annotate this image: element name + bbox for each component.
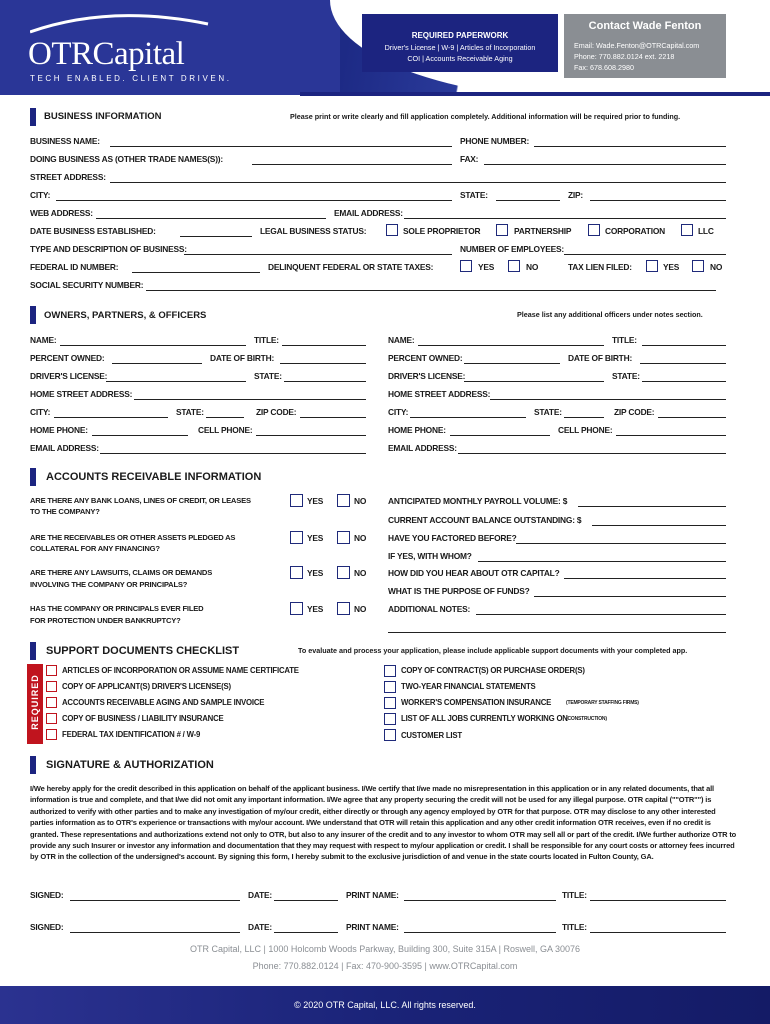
partnership-checkbox[interactable] [496,224,508,236]
doc-left-2-label: COPY OF APPLICANT(S) DRIVER'S LICENSE(S) [62,682,231,691]
signed1-field[interactable] [70,900,240,901]
whom-field[interactable] [478,561,726,562]
docs-section-bar [30,642,36,660]
ar-section-title: ACCOUNTS RECEIVABLE INFORMATION [46,471,262,483]
owner2-dl-field[interactable] [464,381,604,382]
zip-field[interactable] [590,200,726,201]
owner2-dob-field[interactable] [640,363,726,364]
tax-lien-no-checkbox[interactable] [692,260,704,272]
print2-label: PRINT NAME: [346,922,399,932]
state-field[interactable] [496,200,560,201]
federal-id-field[interactable] [132,272,260,273]
header-stripe [300,92,770,96]
date1-label: DATE: [248,890,272,900]
footer-contact: Phone: 770.882.0124 | Fax: 470-900-3595 | www.OTRCapital.com [252,961,518,971]
owner2-state2-label: STATE: [534,407,562,417]
delinquent-no-checkbox[interactable] [508,260,520,272]
ar-q4-line2: FOR PROTECTION UNDER BANKRUPTCY? [30,616,181,625]
owner1-state-field[interactable] [284,381,366,382]
owner1-zip-field[interactable] [300,417,366,418]
print1-label: PRINT NAME: [346,890,399,900]
contact-fax: Fax: 678.608.2980 [574,63,634,72]
factored-label: HAVE YOU FACTORED BEFORE? [388,533,517,543]
doc-left-3-label: ACCOUNTS RECEIVABLE AGING AND SAMPLE INVOICE [62,698,265,707]
ssn-field[interactable] [146,290,716,291]
payroll-label: ANTICIPATED MONTHLY PAYROLL VOLUME: $ [388,496,568,506]
ar-q4-yes-label: YES [307,604,324,614]
ar-q4-no-label: NO [354,604,367,614]
paperwork-title: REQUIRED PAPERWORK [411,31,509,40]
owner2-percent-label: PERCENT OWNED: [388,353,463,363]
ar-q2-line1: ARE THE RECEIVABLES OR OTHER ASSETS PLEDGED AS [30,533,236,542]
owner2-state-label: STATE: [612,371,640,381]
owner1-city-label: CITY: [30,407,51,417]
dba-label: DOING BUSINESS AS (OTHER TRADE NAMES(S)): [30,154,223,164]
doc-right-4-label: LIST OF ALL JOBS CURRENTLY WORKING ON [401,714,568,723]
docs-section-title: SUPPORT DOCUMENTS CHECKLIST [46,645,240,657]
owner2-city-field[interactable] [410,417,526,418]
phone-number-field[interactable] [534,146,726,147]
docs-note: To evaluate and process your application, please include applicable support documents with your completed app. [298,646,688,655]
doc-right-3-note: (TEMPORARY STAFFING FIRMS) [566,700,639,706]
print2-field[interactable] [404,932,556,933]
owners-note: Please list any additional officers under notes section. [517,310,703,319]
zip-label: ZIP: [568,190,584,200]
doc-left-3-checkbox[interactable] [46,697,57,708]
title2-field[interactable] [590,932,726,933]
owner1-percent-field[interactable] [112,363,202,364]
city-label: CITY: [30,190,51,200]
doc-left-1-label: ARTICLES OF INCORPORATION OR ASSUME NAME CERTIFICATE [62,666,299,675]
delinquent-yes-label: YES [478,262,495,272]
purpose-field[interactable] [534,596,726,597]
owner1-name-label: NAME: [30,335,57,345]
owner2-home-label: HOME STREET ADDRESS: [388,389,491,399]
paperwork-line1: Driver's License | W-9 | Articles of Incorporation [384,43,536,52]
signature-section-title: SIGNATURE & AUTHORIZATION [46,759,214,771]
city-field[interactable] [56,200,452,201]
delinquent-yes-checkbox[interactable] [460,260,472,272]
employees-label: NUMBER OF EMPLOYEES: [460,244,564,254]
balance-field[interactable] [592,525,726,526]
title1-field[interactable] [590,900,726,901]
whom-label: IF YES, WITH WHOM? [388,551,472,561]
doc-left-1-checkbox[interactable] [46,665,57,676]
ar-q3-no-checkbox[interactable] [337,566,350,579]
notes-field-1[interactable] [476,614,726,615]
owner2-zip-field[interactable] [658,417,726,418]
doc-right-4-note: (CONSTRUCTION) [566,716,607,722]
date-established-field[interactable] [180,236,252,237]
state-label: STATE: [460,190,488,200]
contact-title: Contact Wade Fenton [588,20,702,32]
ar-q2-yes-checkbox[interactable] [290,531,303,544]
web-address-label: WEB ADDRESS: [30,208,93,218]
owner1-email-field[interactable] [100,453,366,454]
doc-left-2-checkbox[interactable] [46,681,57,692]
owner2-home-field[interactable] [490,399,726,400]
ar-q2-no-checkbox[interactable] [337,531,350,544]
federal-id-label: FEDERAL ID NUMBER: [30,262,119,272]
business-name-label: BUSINESS NAME: [30,136,100,146]
payroll-field[interactable] [578,506,726,507]
owners-section-title: OWNERS, PARTNERS, & OFFICERS [44,310,207,321]
authorization-text: I/We hereby apply for the credit described in this application on behalf of the applicant business. I/We certify that I/we made no misrepresentation in this application or in any related documents, that all information is true and complete, and that I/we did not omit any important information. I/We agree that any property securing the credit will not be used for any illegal purpose. OTR capital (""OTR"") is authorized to verify with other parties and to make any investigation of my/our credit, either directly or through any agency employed by OTR for that purpose. OTR may disclose to any other interested parties information as to OTR's experience or transactions with my/our account. I/We understand that OTR will retain this application and any other credit information OTR receives, even if no credit is granted. These representations and authorizations extend not only to OTR, but also to any insurer of the credit and to any investor to whom OTR may sell all or part of the credit. I/We further authorize OTR to provide any such Insurer or investor any information and documentation that they may request with respect to my/our application or credit. I shall be responsible for any court costs or attorney fees incurred by OTR in the collection of the undersigned's account. By signing this form, I hereby submit to the exclusive jurisdiction of and venue in the state courts located in Fulton County, GA. [30,784,737,862]
owner2-zip-label: ZIP CODE: [614,407,655,417]
owner1-percent-label: PERCENT OWNED: [30,353,105,363]
date2-field[interactable] [274,932,338,933]
date1-field[interactable] [274,900,338,901]
owner1-cell-field[interactable] [256,435,366,436]
owner2-percent-field[interactable] [464,363,560,364]
title1-label: TITLE: [562,890,587,900]
signed2-label: SIGNED: [30,922,64,932]
owner2-city-label: CITY: [388,407,409,417]
ar-q2-line2: COLLATERAL FOR ANY FINANCING? [30,544,160,553]
type-description-label: TYPE AND DESCRIPTION OF BUSINESS: [30,244,187,254]
ar-q4-yes-checkbox[interactable] [290,602,303,615]
doc-left-5-label: FEDERAL TAX IDENTIFICATION # / W-9 [62,730,201,739]
owner1-state2-label: STATE: [176,407,204,417]
doc-right-2-label: TWO-YEAR FINANCIAL STATEMENTS [401,682,536,691]
doc-left-4-label: COPY OF BUSINESS / LIABILITY INSURANCE [62,714,224,723]
owner1-home-phone-field[interactable] [92,435,188,436]
ar-q1-line2: TO THE COMPANY? [30,507,100,516]
contact-phone: Phone: 770.882.0124 ext. 2218 [574,52,675,61]
owner1-state-label: STATE: [254,371,282,381]
owner1-home-phone-label: HOME PHONE: [30,425,88,435]
ar-q3-line1: ARE THERE ANY LAWSUITS, CLAIMS OR DEMANDS [30,568,213,577]
tax-lien-yes-label: YES [663,262,680,272]
tagline: TECH ENABLED. CLIENT DRIVEN. [30,74,232,83]
ar-q1-line1: ARE THERE ANY BANK LOANS, LINES OF CREDIT, OR LEASES [30,496,251,505]
owner2-title-field[interactable] [642,345,726,346]
doc-right-1-checkbox[interactable] [384,665,396,677]
owner2-email-field[interactable] [458,453,726,454]
dba-field[interactable] [252,164,452,165]
paperwork-line2: COI | Accounts Receivable Aging [407,54,513,63]
llc-label: LLC [698,226,714,236]
doc-right-1-label: COPY OF CONTRACT(S) OR PURCHASE ORDER(S) [401,666,585,675]
hear-field[interactable] [564,578,726,579]
owner2-cell-field[interactable] [616,435,726,436]
owner2-name-field[interactable] [418,345,604,346]
owner2-dl-label: DRIVER'S LICENSE: [388,371,466,381]
doc-right-5-checkbox[interactable] [384,729,396,741]
owner2-dob-label: DATE OF BIRTH: [568,353,633,363]
business-name-field[interactable] [110,146,452,147]
footer-address: OTR Capital, LLC | 1000 Holcomb Woods Parkway, Building 300, Suite 315A | Roswell, GA 30076 [189,944,581,954]
owner2-home-phone-label: HOME PHONE: [388,425,446,435]
ar-q3-no-label: NO [354,568,367,578]
web-address-field[interactable] [96,218,326,219]
owner1-title-label: TITLE: [254,335,279,345]
doc-right-3-label: WORKER'S COMPENSATION INSURANCE [401,698,552,707]
owner2-title-label: TITLE: [612,335,637,345]
logo-roof-icon [30,10,210,39]
sole-proprietor-label: SOLE PROPRIETOR [403,226,481,236]
tax-lien-label: TAX LIEN FILED: [568,262,632,272]
owner2-state2-field[interactable] [564,417,604,418]
ar-q1-no-label: NO [354,496,367,506]
ar-section-bar [30,468,36,486]
purpose-label: WHAT IS THE PURPOSE OF FUNDS? [388,586,530,596]
balance-label: CURRENT ACCOUNT BALANCE OUTSTANDING: $ [388,515,582,525]
ar-q4-line1: HAS THE COMPANY OR PRINCIPALS EVER FILED [30,604,204,613]
street-address-label: STREET ADDRESS: [30,172,106,182]
doc-right-2-checkbox[interactable] [384,681,396,693]
fax-label: FAX: [460,154,479,164]
street-address-field[interactable] [110,182,726,183]
corporation-checkbox[interactable] [588,224,600,236]
doc-right-3-checkbox[interactable] [384,697,396,709]
doc-left-4-checkbox[interactable] [46,713,57,724]
ar-q3-line2: INVOLVING THE COMPANY OR PRINCIPALS? [30,580,188,589]
business-note: Please print or write clearly and fill application completely. Additional information will be required prior to funding. [290,112,681,121]
ar-q1-yes-label: YES [307,496,324,506]
sole-proprietor-checkbox[interactable] [386,224,398,236]
signed1-label: SIGNED: [30,890,64,900]
doc-right-4-checkbox[interactable] [384,713,396,725]
contact-email: Email: Wade.Fenton@OTRCapital.com [574,41,700,50]
date2-label: DATE: [248,922,272,932]
owner2-email-label: EMAIL ADDRESS: [388,443,457,453]
tax-lien-no-label: NO [710,262,723,272]
phone-number-label: PHONE NUMBER: [460,136,530,146]
owner1-title-field[interactable] [282,345,366,346]
hear-label: HOW DID YOU HEAR ABOUT OTR CAPITAL? [388,568,560,578]
title2-label: TITLE: [562,922,587,932]
factored-field[interactable] [516,543,726,544]
email-address-field[interactable] [404,218,726,219]
delinquent-no-label: NO [526,262,539,272]
owner1-name-field[interactable] [60,345,246,346]
fax-field[interactable] [484,164,726,165]
owner1-state2-field[interactable] [206,417,244,418]
doc-right-5-label: CUSTOMER LIST [401,731,462,740]
signed2-field[interactable] [70,932,240,933]
ar-q2-yes-label: YES [307,533,324,543]
owner1-dl-label: DRIVER'S LICENSE: [30,371,108,381]
ssn-label: SOCIAL SECURITY NUMBER: [30,280,144,290]
ar-q3-yes-checkbox[interactable] [290,566,303,579]
owner2-name-label: NAME: [388,335,415,345]
required-label: REQUIRED [30,674,40,730]
ar-q2-no-label: NO [354,533,367,543]
employees-field[interactable] [564,254,726,255]
notes-field-2[interactable] [388,632,726,633]
owner1-email-label: EMAIL ADDRESS: [30,443,99,453]
owner1-home-label: HOME STREET ADDRESS: [30,389,133,399]
type-description-field[interactable] [184,254,452,255]
owner2-state-field[interactable] [642,381,726,382]
owner1-dob-label: DATE OF BIRTH: [210,353,275,363]
date-established-label: DATE BUSINESS ESTABLISHED: [30,226,156,236]
corporation-label: CORPORATION [605,226,665,236]
owner2-cell-label: CELL PHONE: [558,425,613,435]
owner1-zip-label: ZIP CODE: [256,407,297,417]
owner2-home-phone-field[interactable] [450,435,550,436]
owner1-dob-field[interactable] [280,363,366,364]
owner1-dl-field[interactable] [106,381,246,382]
partnership-label: PARTNERSHIP [514,226,572,236]
owners-section-bar [30,306,36,324]
logo: OTRCapital [28,36,185,72]
legal-status-label: LEGAL BUSINESS STATUS: [260,226,367,236]
signature-section-bar [30,756,36,774]
llc-checkbox[interactable] [681,224,693,236]
business-section-title: BUSINESS INFORMATION [44,111,162,122]
delinquent-taxes-label: DELINQUENT FEDERAL OR STATE TAXES: [268,262,434,272]
footer-copyright: © 2020 OTR Capital, LLC. All rights reserved. [294,1000,476,1010]
print1-field[interactable] [404,900,556,901]
ar-q1-no-checkbox[interactable] [337,494,350,507]
ar-q3-yes-label: YES [307,568,324,578]
owner1-city-field[interactable] [54,417,168,418]
ar-q4-no-checkbox[interactable] [337,602,350,615]
owner1-home-field[interactable] [134,399,366,400]
ar-q1-yes-checkbox[interactable] [290,494,303,507]
owner1-cell-label: CELL PHONE: [198,425,253,435]
email-address-label: EMAIL ADDRESS: [334,208,403,218]
notes-label: ADDITIONAL NOTES: [388,604,471,614]
doc-left-5-checkbox[interactable] [46,729,57,740]
tax-lien-yes-checkbox[interactable] [646,260,658,272]
business-section-bar [30,108,36,126]
